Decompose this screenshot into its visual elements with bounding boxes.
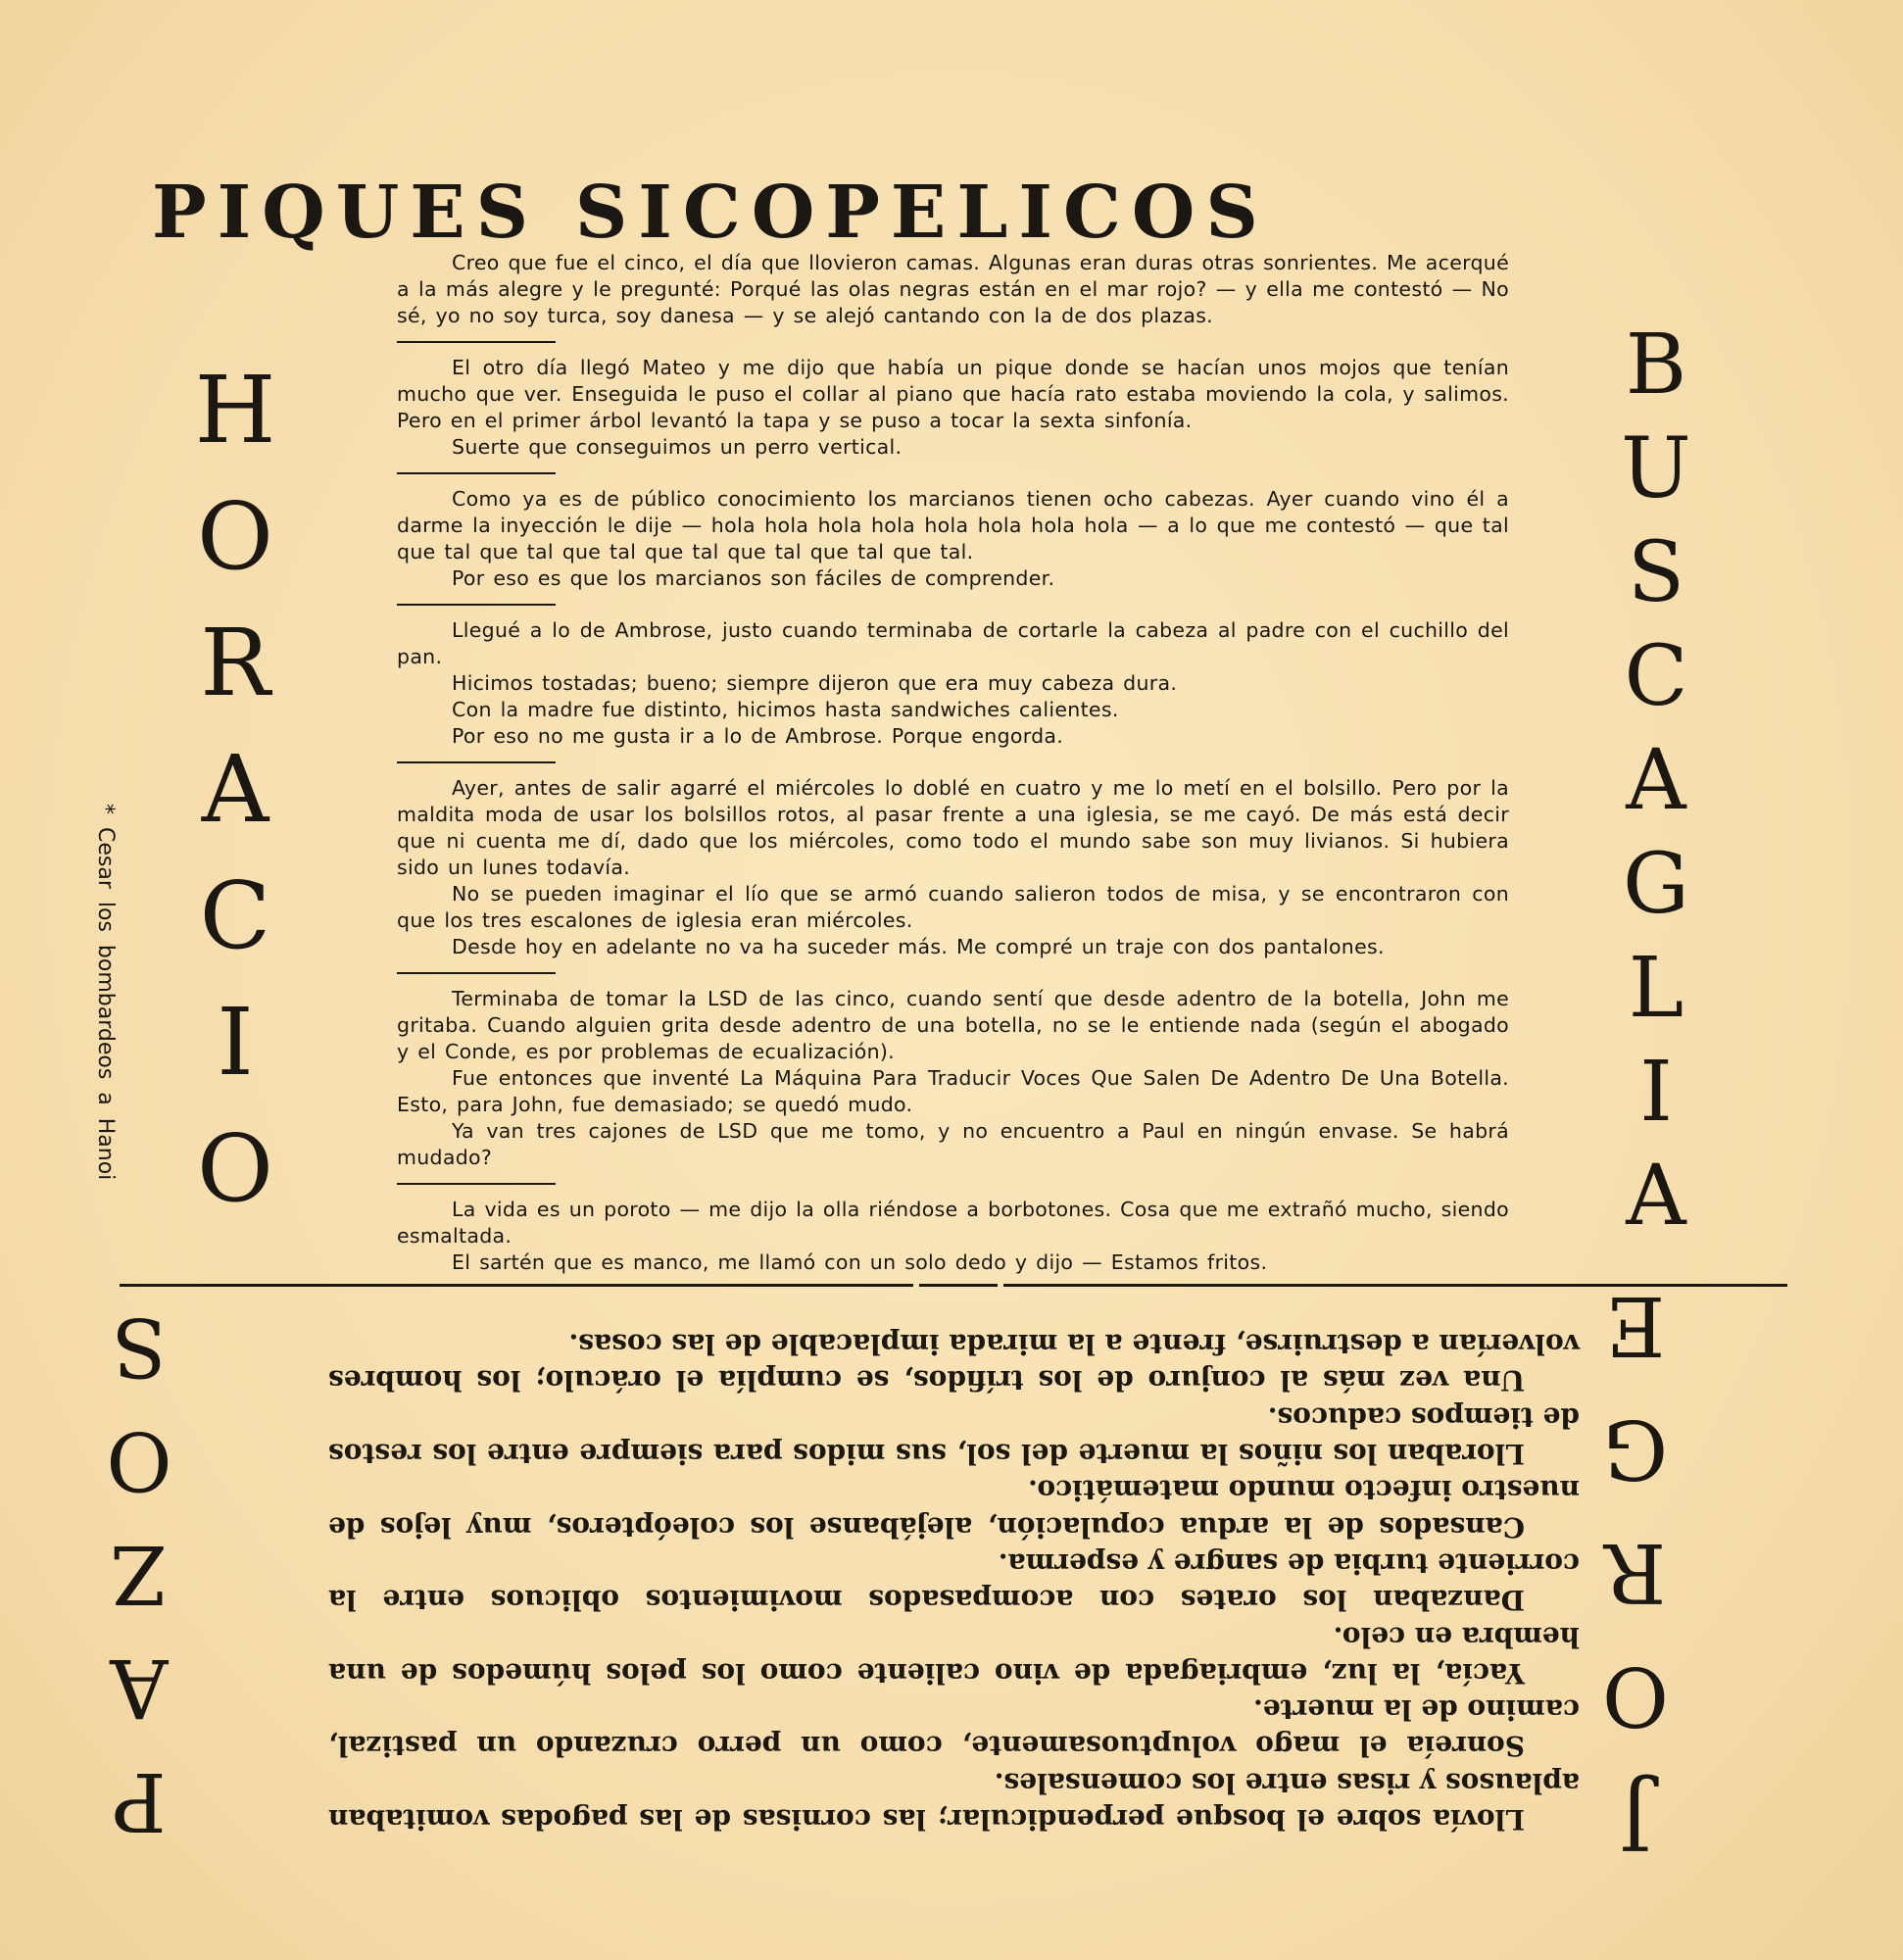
paragraph: Con la madre fue distinto, hicimos hasta sandwiches calientes.	[452, 698, 1119, 721]
letter: O	[197, 483, 273, 591]
stories-column	[397, 250, 1509, 1276]
paragraph: Suerte que conseguimos un perro vertical.	[452, 435, 903, 459]
author-last-name-vertical	[1607, 317, 1705, 1258]
paragraph: Como ya es de público conocimiento los marcianos tienen ocho cabezas. Ayer cuando vino él a darme la inyección le dije — hola hola hola hola hola hola hola hola — a lo que me contestó — que tal que tal que tal que tal que tal que tal que tal que tal.	[397, 487, 1509, 564]
paragraph: Fue entonces que inventé La Máquina Para Traducir Voces Que Salen De Adentro De Una Botella. Esto, para John, fue demasiado; se quedó mudo.	[397, 1066, 1509, 1116]
story-separator	[397, 341, 556, 343]
section-divider	[120, 1284, 913, 1287]
story	[397, 1197, 1509, 1276]
poem-author-first-name-vertical	[1582, 1243, 1689, 1867]
paragraph: Terminaba de tomar la LSD de las cinco, cuando sentí que desde adentro de la botella, John me gritaba. Cuando alguien grita desde adentro de una botella, no se le entiende nada (según el abogado y el Conde, es por problemas de ecualización).	[397, 987, 1509, 1063]
page-title: PIQUES SICOPELICOS	[152, 171, 1269, 255]
letter: S	[1627, 524, 1685, 621]
paragraph: Por eso es que los marcianos son fáciles de comprender.	[452, 566, 1055, 590]
poem-stanza: Danzaban los orates con acompasados movimientos oblicuos entre la corriente turbia de sangre y esperma.	[328, 1546, 1580, 1617]
letter: O	[1601, 1648, 1670, 1743]
paragraph: No se pueden imaginar el lío que se armó cuando salieron todos de misa, y se encontraron con que los tres escalones de iglesia eran miércoles.	[397, 882, 1509, 932]
paragraph: Ayer, antes de salir agarré el miércoles lo doblé en cuatro y me lo metí en el bolsillo. Pero por la maldita moda de usar los bolsillos rotos, al pasar frente a una iglesia, se me cayó. De más está decir que ni cuenta me dí, dado que los miércoles, como todo el mundo sabe son muy livianos. Si hubiera sido un lunes todavía.	[397, 776, 1509, 879]
story-separator	[397, 472, 556, 474]
paragraph: Hicimos tostadas; bueno; siempre dijeron que era muy cabeza dura.	[452, 671, 1178, 695]
section-divider	[919, 1284, 998, 1287]
letter: L	[1628, 940, 1684, 1037]
letter: C	[199, 862, 271, 970]
story-separator	[397, 604, 556, 606]
paragraph: Desde hoy en adelante no va ha suceder más. Me compré un traje con dos pantalones.	[452, 935, 1385, 958]
paragraph: Por eso no me gusta ir a lo de Ambrose. Porque engorda.	[452, 724, 1064, 748]
paragraph: Llegué a lo de Ambrose, justo cuando terminaba de cortarle la cabeza al padre con el cuchillo del pan.	[397, 618, 1509, 668]
letter: J	[1619, 1772, 1652, 1867]
asterisk: *	[93, 804, 118, 814]
poem-author-last-name-vertical	[85, 1272, 193, 1847]
letter: B	[1625, 317, 1687, 414]
story	[397, 775, 1509, 960]
poem-stanza: Sonreía el mago voluptuosamente, como un perro cruzando un pastizal, camino de la muerte.	[328, 1693, 1580, 1763]
letter: O	[197, 1115, 273, 1223]
story-separator	[397, 761, 556, 763]
paragraph: Creo que fue el cinco, el día que llovieron camas. Algunas eran duras otras sonrientes. Me acerqué a la más alegre y le pregunté: Porqué las olas negras están en el mar rojo? — y ella me contestó — No sé, yo no soy turca, soy danesa — y se alejó cantando con la de dos plazas.	[397, 251, 1509, 327]
letter: I	[217, 989, 254, 1097]
letter: R	[1604, 1525, 1667, 1620]
letter: G	[1623, 836, 1689, 933]
letter: E	[1605, 1278, 1666, 1373]
paragraph: El otro día llegó Mateo y me dijo que había un pique donde se hacían unos mojos que tenían mucho que ver. Enseguida le puso el collar al piano que hacía rato estaba moviendo la cola, y salimos. Pero en el primer árbol levantó la tapa y se puso a tocar la sexta sinfonía.	[397, 356, 1509, 432]
story-separator	[397, 972, 556, 974]
poem-stanza: Llovía sobre el bosque perpendicular; las cornisas de las pagodas vomitaban aplausos y risas entre los comensales.	[328, 1766, 1580, 1836]
letter: I	[1639, 1044, 1673, 1141]
letter: A	[1626, 1148, 1686, 1245]
letter: S	[111, 1299, 168, 1393]
story	[397, 355, 1509, 461]
letter: U	[1621, 420, 1691, 517]
story	[397, 486, 1509, 592]
letter: P	[112, 1754, 167, 1847]
poem-stanza: Yacía, la luz, embriagada de vino caliente como los pelos húmedos de una hembra en celo.	[328, 1620, 1580, 1690]
story	[397, 250, 1509, 329]
letter: H	[194, 357, 276, 465]
poem-stanza: Lloraban los niños la muerte del sol, sus midos para siempre entre los restos de tiempos caducos.	[328, 1400, 1580, 1471]
letter: C	[1624, 628, 1688, 725]
letter: A	[201, 736, 269, 844]
paragraph: Ya van tres cajones de LSD que me tomo, y no encuentro a Paul en ningún envase. Se habrá mudado?	[397, 1119, 1509, 1169]
paragraph: El sartén que es manco, me llamó con un solo dedo y dijo — Estamos fritos.	[452, 1250, 1268, 1274]
story	[397, 986, 1509, 1171]
letter: A	[1626, 732, 1686, 829]
dedication-text: Cesar los bombardeos a Hanoi	[93, 827, 118, 1181]
letter: A	[110, 1641, 169, 1734]
letter: G	[1602, 1401, 1669, 1496]
letter: R	[200, 610, 270, 717]
poem-text	[328, 1326, 1580, 1838]
author-first-name-vertical	[186, 357, 284, 1250]
story-separator	[397, 1183, 556, 1185]
poem-stanza: Una vez más al conjuro de los trífidos, se cumplía el oráculo; los hombres volverían a destruirse, frente a la mirada implacable de las cosas.	[328, 1328, 1580, 1397]
letter: O	[106, 1413, 172, 1506]
letter: Z	[111, 1527, 168, 1620]
poem-stanza: Cansados de la ardua copulación, alejábanse los coleópteros, muy lejos de nuestro infecto mundo matemático.	[328, 1474, 1580, 1544]
upside-down-poem-section	[0, 1278, 1903, 1960]
story	[397, 617, 1509, 750]
paragraph: La vida es un poroto — me dijo la olla riéndose a borbotones. Cosa que me extrañó mucho, siendo esmaltada.	[397, 1198, 1509, 1248]
